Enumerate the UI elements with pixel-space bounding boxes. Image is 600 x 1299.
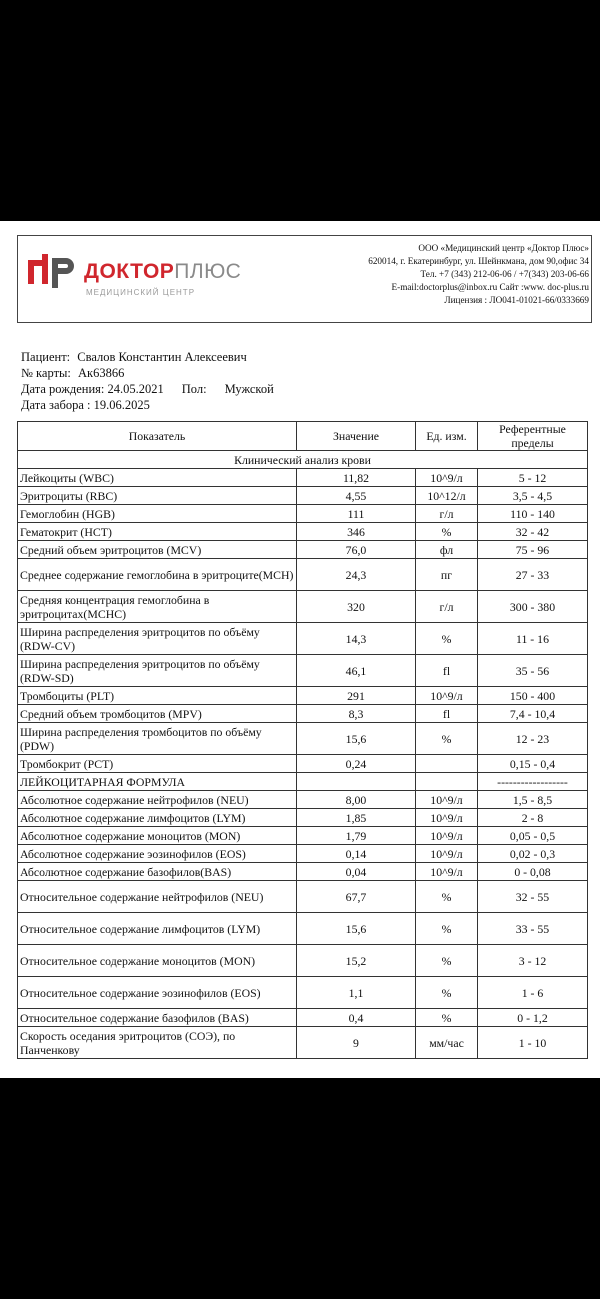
header-value: Значение — [297, 422, 416, 451]
table-row — [18, 705, 588, 723]
result-unit: мм/час — [416, 1027, 478, 1059]
parameter-name: Относительное содержание моноцитов (MON) — [18, 945, 297, 977]
result-value: 15,6 — [297, 913, 416, 945]
table-row — [18, 591, 588, 623]
parameter-name: Абсолютное содержание базофилов(BAS) — [18, 863, 297, 881]
result-value: 8,3 — [297, 705, 416, 723]
result-value: 24,3 — [297, 559, 416, 591]
result-value: 0,4 — [297, 1009, 416, 1027]
result-value: 76,0 — [297, 541, 416, 559]
parameter-name: Средний объем эритроцитов (MCV) — [18, 541, 297, 559]
patient-name-line — [21, 349, 274, 365]
patient-dob-line — [21, 381, 274, 397]
brand-name-light: ПЛЮС — [174, 260, 242, 283]
patient-name-label: Пациент: — [21, 350, 71, 364]
table-row — [18, 827, 588, 845]
parameter-name: Тромбокрит (PCT) — [18, 755, 297, 773]
reference-range: 1 - 10 — [478, 1027, 588, 1059]
patient-card-line — [21, 365, 274, 381]
result-unit: 10^9/л — [416, 809, 478, 827]
table-row — [18, 559, 588, 591]
reference-range: 7,4 - 10,4 — [478, 705, 588, 723]
table-row — [18, 1027, 588, 1059]
parameter-name: Скорость оседания эритроцитов (СОЭ), по Панченкову — [18, 1027, 297, 1059]
result-unit: 10^12/л — [416, 487, 478, 505]
parameter-name: Относительное содержание базофилов (BAS) — [18, 1009, 297, 1027]
parameter-name: Средняя концентрация гемоглобина в эритроцитах(MCHC) — [18, 591, 297, 623]
result-unit: % — [416, 977, 478, 1009]
patient-dob: 24.05.2021 — [107, 382, 164, 396]
header-unit: Ед. изм. — [416, 422, 478, 451]
result-unit: пг — [416, 559, 478, 591]
result-value: 291 — [297, 687, 416, 705]
contact-line: 620014, г. Екатеринбург, ул. Шейнкмана, дом 90,офис 34 — [368, 256, 589, 266]
parameter-name: Эритроциты (RBC) — [18, 487, 297, 505]
header-parameter: Показатель — [18, 422, 297, 451]
contact-line: Лицензия : ЛО041-01021-66/0333669 — [444, 295, 589, 305]
reference-range: 1,5 - 8,5 — [478, 791, 588, 809]
reference-range: 3 - 12 — [478, 945, 588, 977]
parameter-name: Абсолютное содержание лимфоцитов (LYM) — [18, 809, 297, 827]
result-value: 0,04 — [297, 863, 416, 881]
table-row — [18, 623, 588, 655]
table-row — [18, 655, 588, 687]
result-value: 11,82 — [297, 469, 416, 487]
result-unit: 10^9/л — [416, 791, 478, 809]
reference-range: 11 - 16 — [478, 623, 588, 655]
section-title: Клинический анализ крови — [18, 451, 588, 469]
parameter-name: Гемоглобин (HGB) — [18, 505, 297, 523]
table-row — [18, 945, 588, 977]
result-unit — [416, 755, 478, 773]
parameter-name: ЛЕЙКОЦИТАРНАЯ ФОРМУЛА — [18, 773, 297, 791]
result-unit: г/л — [416, 505, 478, 523]
result-unit: 10^9/л — [416, 827, 478, 845]
patient-card: Ак63866 — [78, 366, 125, 380]
reference-range: 27 - 33 — [478, 559, 588, 591]
reference-range: 0,15 - 0,4 — [478, 755, 588, 773]
result-unit: 10^9/л — [416, 863, 478, 881]
result-value: 1,85 — [297, 809, 416, 827]
result-unit: 10^9/л — [416, 687, 478, 705]
parameter-name: Тромбоциты (PLT) — [18, 687, 297, 705]
table-row — [18, 723, 588, 755]
contact-line: Тел. +7 (343) 212-06-06 / +7(343) 203-06-66 — [420, 269, 589, 279]
section-row — [18, 451, 588, 469]
result-unit: fl — [416, 705, 478, 723]
reference-range: 300 - 380 — [478, 591, 588, 623]
result-unit: % — [416, 1009, 478, 1027]
results-table — [17, 421, 588, 1059]
table-row — [18, 809, 588, 827]
document-page — [0, 221, 600, 1078]
table-row — [18, 863, 588, 881]
patient-date-line — [21, 397, 274, 413]
parameter-name: Ширина распределения эритроцитов по объёму (RDW-CV) — [18, 623, 297, 655]
sample-date: 19.06.2025 — [93, 398, 150, 412]
parameter-name: Относительное содержание эозинофилов (EOS) — [18, 977, 297, 1009]
reference-range: 12 - 23 — [478, 723, 588, 755]
result-unit: % — [416, 913, 478, 945]
result-value — [297, 773, 416, 791]
parameter-name: Лейкоциты (WBC) — [18, 469, 297, 487]
reference-range: 75 - 96 — [478, 541, 588, 559]
reference-range: 150 - 400 — [478, 687, 588, 705]
reference-range: ------------------ — [478, 773, 588, 791]
clinic-logo — [26, 250, 276, 300]
parameter-name: Среднее содержание гемоглобина в эритроците(MCH) — [18, 559, 297, 591]
result-value: 1,1 — [297, 977, 416, 1009]
table-row — [18, 541, 588, 559]
result-value: 4,55 — [297, 487, 416, 505]
table-row — [18, 505, 588, 523]
document-header — [17, 235, 592, 323]
result-unit: fl — [416, 655, 478, 687]
reference-range: 0,05 - 0,5 — [478, 827, 588, 845]
table-row — [18, 1009, 588, 1027]
result-value: 46,1 — [297, 655, 416, 687]
reference-range: 110 - 140 — [478, 505, 588, 523]
reference-range: 0 - 1,2 — [478, 1009, 588, 1027]
reference-range: 32 - 55 — [478, 881, 588, 913]
patient-name: Свалов Константин Алексеевич — [77, 350, 247, 364]
sample-date-label: Дата забора : — [21, 398, 91, 412]
reference-range: 2 - 8 — [478, 809, 588, 827]
patient-info — [21, 349, 274, 413]
contact-line: E-mail:doctorplus@inbox.ru Сайт :www. doc-plus.ru — [391, 282, 589, 292]
result-value: 9 — [297, 1027, 416, 1059]
result-value: 14,3 — [297, 623, 416, 655]
result-unit: 10^9/л — [416, 845, 478, 863]
patient-dob-label: Дата рождения: — [21, 382, 105, 396]
brand-name-bold: ДОКТОР — [84, 260, 175, 283]
parameter-name: Ширина распределения эритроцитов по объёму (RDW-SD) — [18, 655, 297, 687]
result-unit: % — [416, 623, 478, 655]
reference-range: 32 - 42 — [478, 523, 588, 541]
reference-range: 35 - 56 — [478, 655, 588, 687]
parameter-name: Средний объем тромбоцитов (MPV) — [18, 705, 297, 723]
table-row — [18, 913, 588, 945]
reference-range: 0 - 0,08 — [478, 863, 588, 881]
patient-sex-label: Пол: — [181, 382, 207, 396]
contact-line: ООО «Медицинский центр «Доктор Плюс» — [418, 243, 589, 253]
result-value: 8,00 — [297, 791, 416, 809]
result-unit: % — [416, 881, 478, 913]
table-row — [18, 469, 588, 487]
result-unit — [416, 773, 478, 791]
clinic-logo-mark-icon — [26, 250, 78, 294]
result-value: 67,7 — [297, 881, 416, 913]
table-header-row — [18, 422, 588, 451]
result-unit: 10^9/л — [416, 469, 478, 487]
table-row — [18, 977, 588, 1009]
result-value: 0,24 — [297, 755, 416, 773]
patient-card-label: № карты: — [21, 366, 71, 380]
result-value: 346 — [297, 523, 416, 541]
result-value: 320 — [297, 591, 416, 623]
table-row — [18, 755, 588, 773]
table-row — [18, 845, 588, 863]
clinic-contacts — [368, 242, 589, 307]
result-value: 15,6 — [297, 723, 416, 755]
brand-subtitle: МЕДИЦИНСКИЙ ЦЕНТР — [86, 288, 196, 297]
result-value: 15,2 — [297, 945, 416, 977]
parameter-name: Ширина распределения тромбоцитов по объёму (PDW) — [18, 723, 297, 755]
parameter-name: Абсолютное содержание моноцитов (MON) — [18, 827, 297, 845]
parameter-name: Относительное содержание нейтрофилов (NEU) — [18, 881, 297, 913]
parameter-name: Относительное содержание лимфоцитов (LYM) — [18, 913, 297, 945]
result-unit: фл — [416, 541, 478, 559]
table-row — [18, 773, 588, 791]
result-unit: % — [416, 723, 478, 755]
result-value: 111 — [297, 505, 416, 523]
table-row — [18, 523, 588, 541]
reference-range: 1 - 6 — [478, 977, 588, 1009]
result-value: 0,14 — [297, 845, 416, 863]
table-row — [18, 487, 588, 505]
parameter-name: Абсолютное содержание эозинофилов (EOS) — [18, 845, 297, 863]
reference-range: 0,02 - 0,3 — [478, 845, 588, 863]
patient-sex: Мужской — [224, 382, 274, 396]
table-row — [18, 687, 588, 705]
table-row — [18, 881, 588, 913]
reference-range: 33 - 55 — [478, 913, 588, 945]
reference-range: 3,5 - 4,5 — [478, 487, 588, 505]
header-reference: Референтные пределы — [478, 422, 588, 451]
parameter-name: Абсолютное содержание нейтрофилов (NEU) — [18, 791, 297, 809]
result-unit: г/л — [416, 591, 478, 623]
result-unit: % — [416, 945, 478, 977]
reference-range: 5 - 12 — [478, 469, 588, 487]
table-row — [18, 791, 588, 809]
result-unit: % — [416, 523, 478, 541]
clinic-brand-name — [84, 260, 241, 284]
parameter-name: Гематокрит (HCT) — [18, 523, 297, 541]
result-value: 1,79 — [297, 827, 416, 845]
